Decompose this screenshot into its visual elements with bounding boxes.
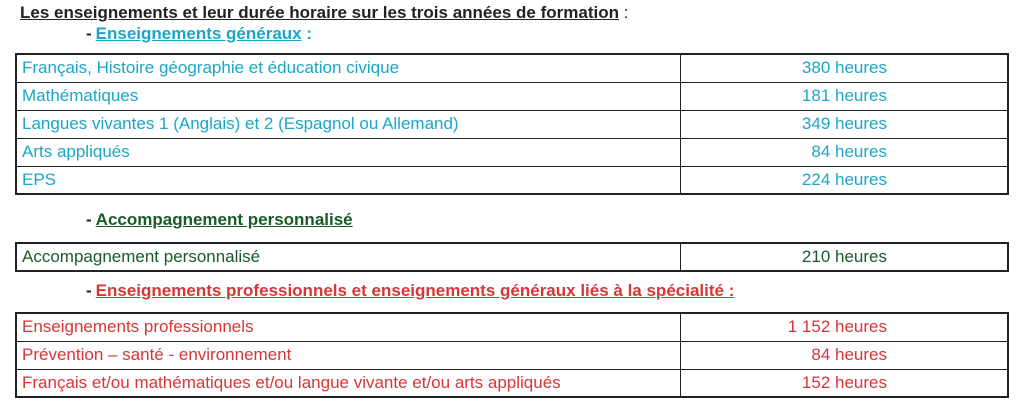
section-heading: Accompagnement personnalisé bbox=[95, 210, 353, 229]
course-hours: 84 heures bbox=[680, 341, 1008, 369]
course-label: Arts appliqués bbox=[16, 138, 680, 166]
table-row bbox=[16, 166, 1008, 194]
table-row bbox=[16, 313, 1008, 341]
course-label: Français, Histoire géographie et éducation civique bbox=[16, 54, 680, 82]
table-row bbox=[16, 369, 1008, 397]
table-row bbox=[16, 138, 1008, 166]
course-hours: 224 heures bbox=[680, 166, 1008, 194]
general-courses-table bbox=[15, 53, 1009, 195]
section-heading: Enseignements généraux bbox=[95, 24, 302, 43]
table-row bbox=[16, 110, 1008, 138]
course-label: Prévention – santé - environnement bbox=[16, 341, 680, 369]
course-label: Enseignements professionnels bbox=[16, 313, 680, 341]
course-label: Accompagnement personnalisé bbox=[16, 243, 680, 271]
course-hours: 1 152 heures bbox=[680, 313, 1008, 341]
course-hours: 380 heures bbox=[680, 54, 1008, 82]
page-title-text: Les enseignements et leur durée horaire sur les trois années de formation bbox=[20, 3, 619, 22]
course-label: EPS bbox=[16, 166, 680, 194]
section-title-general: - Enseignements généraux : bbox=[86, 24, 313, 43]
course-hours: 152 heures bbox=[680, 369, 1008, 397]
course-hours: 349 heures bbox=[680, 110, 1008, 138]
section-suffix: : bbox=[306, 24, 313, 43]
page-title bbox=[20, 3, 628, 23]
page-title-colon: : bbox=[623, 3, 629, 22]
section-title-accompagnement: - Accompagnement personnalisé bbox=[86, 210, 353, 229]
accompagnement-table bbox=[15, 242, 1009, 272]
course-label: Français et/ou mathématiques et/ou langue vivante et/ou arts appliqués bbox=[16, 369, 680, 397]
table-row bbox=[16, 54, 1008, 82]
table-row bbox=[16, 243, 1008, 271]
table-row bbox=[16, 341, 1008, 369]
section-heading: Enseignements professionnels et enseignements généraux liés à la spécialité : bbox=[95, 281, 735, 300]
table-row bbox=[16, 82, 1008, 110]
course-hours: 181 heures bbox=[680, 82, 1008, 110]
course-hours: 84 heures bbox=[680, 138, 1008, 166]
course-label: Mathématiques bbox=[16, 82, 680, 110]
course-hours: 210 heures bbox=[680, 243, 1008, 271]
section-title-professional: - Enseignements professionnels et enseignements généraux liés à la spécialité : bbox=[86, 281, 735, 300]
professional-courses-table bbox=[15, 312, 1009, 398]
course-label: Langues vivantes 1 (Anglais) et 2 (Espagnol ou Allemand) bbox=[16, 110, 680, 138]
